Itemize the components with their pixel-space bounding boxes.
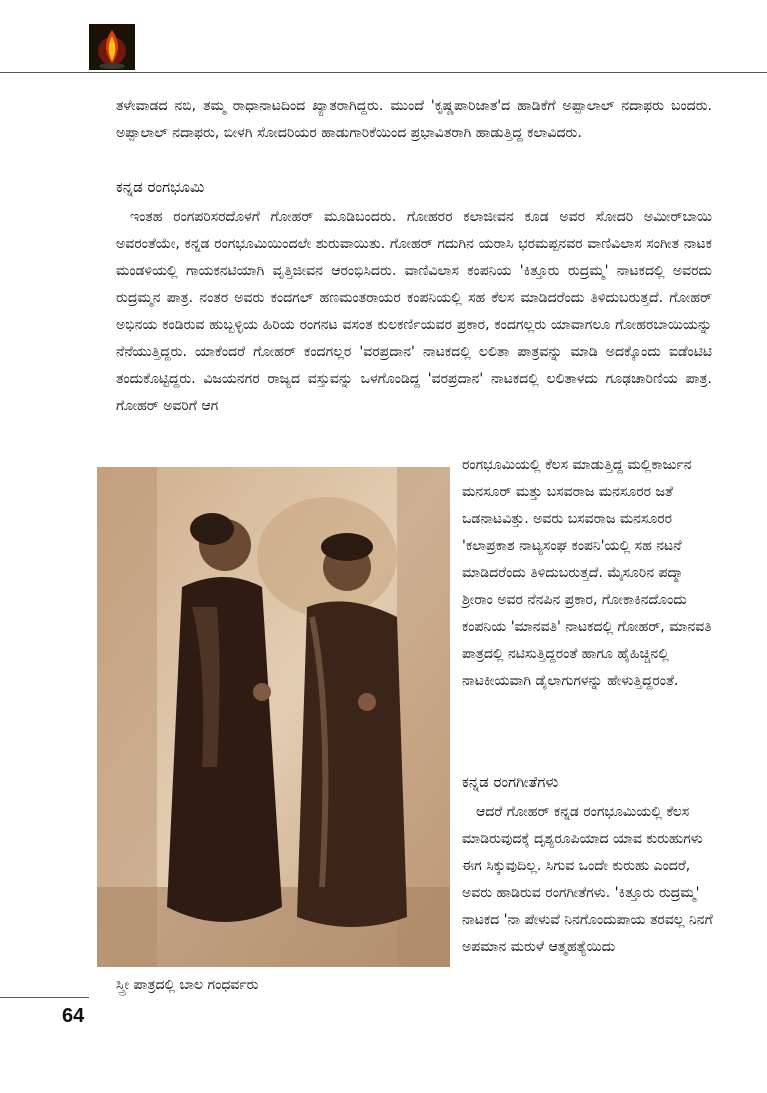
photo-caption: ಸ್ತ್ರೀ ಪಾತ್ರದಲ್ಲಿ ಬಾಲ ಗಂಧರ್ವರು bbox=[116, 977, 259, 993]
flame-logo-icon bbox=[89, 24, 135, 70]
section-heading-kannada-theatre: ಕನ್ನಡ ರಂಗಭೂಮಿ bbox=[116, 178, 205, 196]
songs-paragraph: ಆದರೆ ಗೋಹರ್ ಕನ್ನಡ ರಂಗಭೂಮಿಯಲ್ಲಿ ಕೆಲಸ ಮಾಡಿರುವುದಕ್ಕೆ ದೃಶ್ಯರೂಪಿಯಾದ ಯಾವ ಕುರುಹುಗಳು ಈಗ ಸಿಕ್ಕುವುದಿಲ್ಲ. ಸಿಗುವ ಒಂದೇ ಕುರುಹು ಎಂದರೆ, ಅವರು ಹಾಡಿರುವ ರಂಗಗೀತೆಗಳು. 'ಕಿತ್ತೂರು ರುದ್ರಮ್ಮ' ನಾಟಕದ 'ನಾ ಪೇಳುವೆ ನಿನಗೊಂದುಪಾಯ ತರವಲ್ಲ ನಿನಗೆ ಅಪಮಾನ ಮರುಳೆ ಆತ್ಮಹತ್ಯೆಯಿದು bbox=[462, 804, 713, 955]
column-paragraph: ರಂಗಭೂಮಿಯಲ್ಲಿ ಕೆಲಸ ಮಾಡುತ್ತಿದ್ದ ಮಲ್ಲಿಕಾರ್ಜುನ ಮನಸೂರ್ ಮತ್ತು ಬಸವರಾಜ ಮನಸೂರರ ಜತೆ ಒಡನಾಟವಿತ್ತು. ಅವರು ಬಸವರಾಜ ಮನಸೂರರ 'ಕಲಾಪ್ರಕಾಶ ನಾಟ್ಯಸಂಘ ಕಂಪನಿ'ಯಲ್ಲಿ ಸಹ ನಟನೆ ಮಾಡಿದರೆಂದು ತಿಳಿದುಬರುತ್ತದೆ. ಮೈಸೂರಿನ ಪದ್ಮಾ ಶ್ರೀರಾಂ ಅವರ ನೆನಪಿನ ಪ್ರಕಾರ, ಗೋಕಾಕಿನದೊಂದು ಕಂಪನಿಯ 'ಮಾನವತಿ' ನಾಟಕದಲ್ಲಿ ಗೋಹರ್, ಮಾನವತಿ ಪಾತ್ರದಲ್ಲಿ ನಟಿಸುತ್ತಿದ್ದರಂತೆ ಹಾಗೂ ಹೈಹಿಚ್ಚಿನಲ್ಲಿ ನಾಟಕೀಯವಾಗಿ ಡೈಲಾಗುಗಳನ್ನು ಹೇಳುತ್ತಿದ್ದರಂತೆ. bbox=[462, 457, 712, 689]
section-heading-theatre-songs: ಕನ್ನಡ ರಂಗಗೀತೆಗಳು bbox=[462, 773, 559, 791]
page-number: 64 bbox=[62, 1005, 85, 1027]
footer-rule bbox=[0, 997, 89, 998]
historic-photo bbox=[97, 467, 450, 967]
intro-paragraph: ತಳೇವಾಡದ ನಬಿ, ತಮ್ಮ ರಾಧಾನಾಟದಿಂದ ಖ್ಯಾತರಾಗಿದ್ದರು. ಮುಂದೆ 'ಕೃಷ್ಣಪಾರಿಜಾತ'ದ ಹಾಡಿಕೆಗೆ ಅಪ್ಪಾಲಾಲ್ ನದಾಫರು ಬಂದರು. ಅಪ್ಪಾಲಾಲ್ ನದಾಫರು, ಬೀಳಗಿ ಸೋದರಿಯರ ಹಾಡುಗಾರಿಕೆಯಿಂದ ಪ್ರಭಾವಿತರಾಗಿ ಹಾಡುತ್ತಿದ್ದ ಕಲಾವಿದರು. bbox=[116, 98, 712, 141]
header-rule bbox=[0, 72, 767, 73]
theatre-paragraph: ಇಂತಹ ರಂಗಪರಿಸರದೊಳಗೆ ಗೋಹರ್ ಮೂಡಿಬಂದರು. ಗೋಹರರ ಕಲಾಜೀವನ ಕೂಡ ಅವರ ಸೋದರಿ ಅಮೀರ್‌ಬಾಯಿ ಅವರಂತೆಯೇ, ಕನ್ನಡ ರಂಗಭೂಮಿಯಿಂದಲೇ ಶುರುವಾಯಿತು. ಗೋಹರ್ ಗದುಗಿನ ಯರಾಸಿ ಭರಮಪ್ಪನವರ ವಾಣಿವಿಲಾಸ ಸಂಗೀತ ನಾಟಕ ಮಂಡಳಿಯಲ್ಲಿ ಗಾಯಕನಟಿಯಾಗಿ ವೃತ್ತಿಜೀವನ ಆರಂಭಿಸಿದರು. ವಾಣಿವಿಲಾಸ ಕಂಪನಿಯ 'ಕಿತ್ತೂರು ರುದ್ರಮ್ಮ' ನಾಟಕದಲ್ಲಿ ಅವರದು ರುದ್ರಮ್ಮನ ಪಾತ್ರ. ನಂತರ ಅವರು ಕಂದಗಲ್ ಹಣಮಂತರಾಯರ ಕಂಪನಿಯಲ್ಲಿ ಸಹ ಕೆಲಸ ಮಾಡಿದರೆಂದು ತಿಳಿದುಬರುತ್ತದೆ. ಗೋಹರ್ ಅಭಿನಯ ಕಂಡಿರುವ ಹುಬ್ಬಳ್ಳಿಯ ಹಿರಿಯ ರಂಗನಟ ವಸಂತ ಕುಲಕರ್ಣಿಯವರ ಪ್ರಕಾರ, ಕಂದಗಲ್ಲರು ಯಾವಾಗಲೂ ಗೋಹರಬಾಯಿಯನ್ನು ನೆನೆಯುತ್ತಿದ್ದರು. ಯಾಕೆಂದರೆ ಗೋಹರ್ ಕಂದಗಲ್ಲರ 'ವರಪ್ರದಾನ' ನಾಟಕದಲ್ಲಿ ಲಲಿತಾ ಪಾತ್ರವನ್ನು ಮಾಡಿ ಅದಕ್ಕೊಂದು ಐಡೆಂಟಿಟಿ ತಂದುಕೊಟ್ಟಿದ್ದರು. ವಿಜಯನಗರ ರಾಜ್ಯದ ವಸ್ತುವನ್ನು ಒಳಗೊಂಡಿದ್ದ 'ವರಪ್ರದಾನ' ನಾಟಕದಲ್ಲಿ ಲಲಿತಾಳದು ಗೂಢಚಾರಿಣಿಯ ಪಾತ್ರ. ಗೋಹರ್ ಅವರಿಗೆ ಆಗ bbox=[116, 209, 712, 414]
